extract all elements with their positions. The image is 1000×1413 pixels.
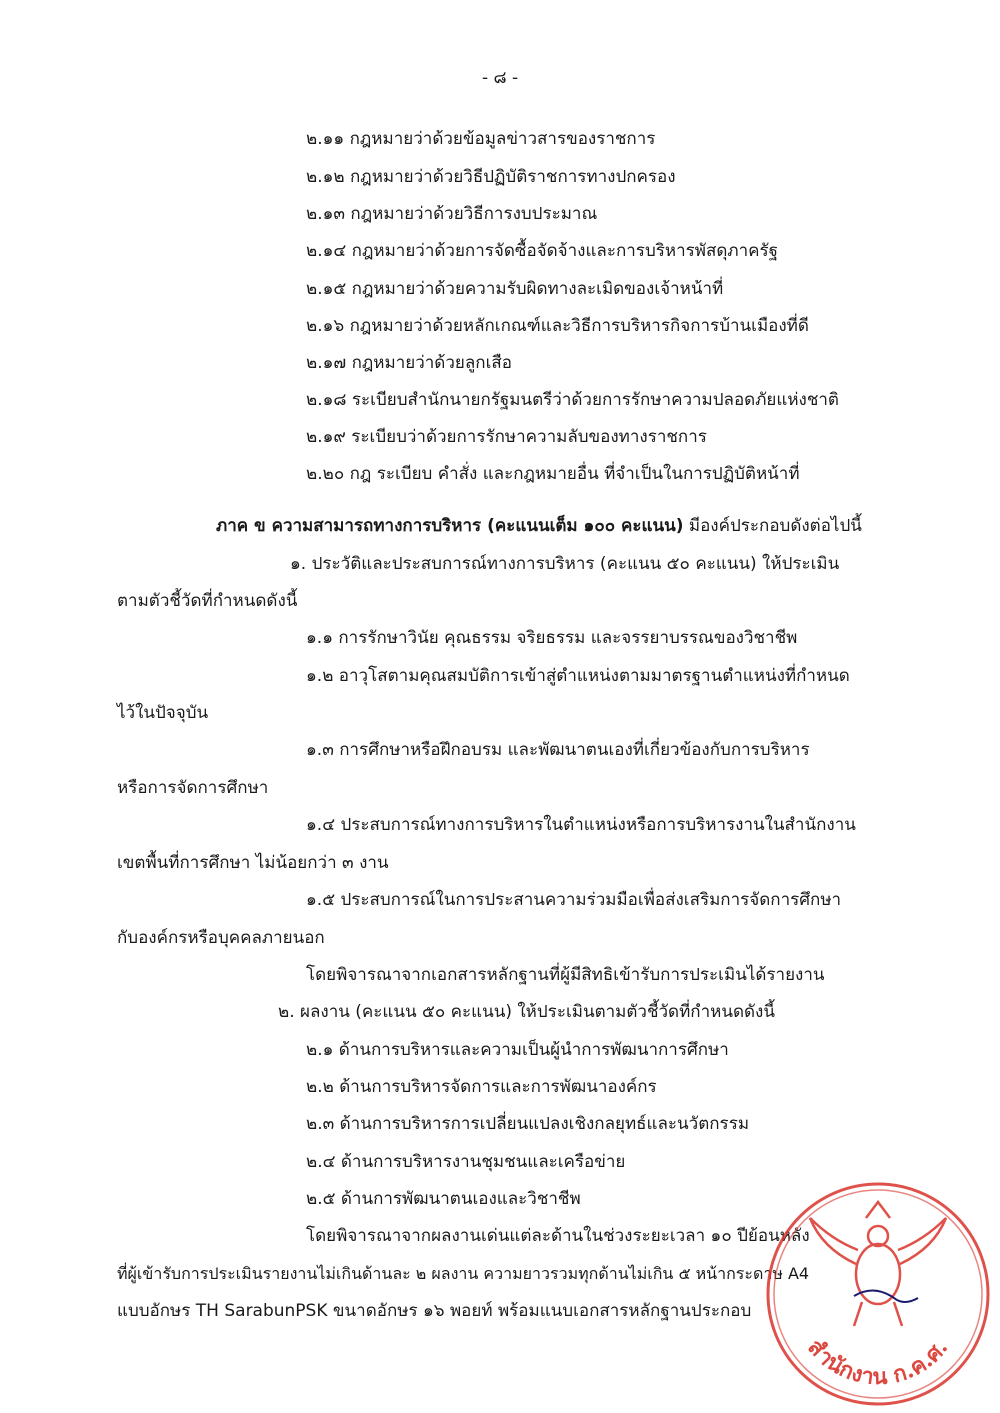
law-item: ๒.๑๖ กฎหมายว่าด้วยหลักเกณฑ์และวิธีการบริหารกิจการบ้านเมืองที่ดี [306, 316, 809, 336]
item-1-2-line-1: ๑.๒ อาวุโสตามคุณสมบัติการเข้าสู่ตำแหน่งตามมาตรฐานตำแหน่งที่กำหนด [306, 666, 850, 686]
criterion-item: ๒.๓ ด้านการบริหารการเปลี่ยนแปลงเชิงกลยุทธ์และนวัตกรรม [306, 1114, 750, 1134]
garuda-emblem-icon [810, 1202, 946, 1326]
part-b-heading-bold: ภาค ข ความสามารถทางการบริหาร (คะแนนเต็ม ๑๐๐ คะแนน) [216, 516, 684, 536]
criterion-item: ๒.๑ ด้านการบริหารและความเป็นผู้นำการพัฒนาการศึกษา [306, 1040, 729, 1060]
part-b-heading-rest: มีองค์ประกอบดังต่อไปนี้ [683, 516, 862, 536]
law-item: ๒.๑๓ กฎหมายว่าด้วยวิธีการงบประมาณ [306, 204, 598, 224]
item-1-3-line-2: หรือการจัดการศึกษา [117, 778, 269, 798]
law-item: ๒.๑๙ ระเบียบว่าด้วยการรักษาความลับของทางราชการ [306, 427, 707, 447]
section-2-note-line-3: แบบอักษร TH SarabunPSK ขนาดอักษร ๑๖ พอยท์ พร้อมแนบเอกสารหลักฐานประกอบ [117, 1301, 752, 1321]
section-1-note: โดยพิจารณาจากเอกสารหลักฐานที่ผู้มีสิทธิเข้ารับการประเมินได้รายงาน [306, 965, 825, 985]
section-1-line-2: ตามตัวชี้วัดที่กำหนดดังนี้ [117, 591, 298, 611]
law-item: ๒.๑๗ กฎหมายว่าด้วยลูกเสือ [306, 353, 512, 373]
law-item: ๒.๒๐ กฎ ระเบียบ คำสั่ง และกฎหมายอื่น ที่จำเป็นในการปฏิบัติหน้าที่ [306, 464, 800, 484]
page-number: - ๘ - [482, 68, 519, 88]
item-1-5-line-2: กับองค์กรหรือบุคคลภายนอก [117, 928, 325, 948]
law-item: ๒.๑๔ กฎหมายว่าด้วยการจัดซื้อจัดจ้างและการบริหารพัสดุภาครัฐ [306, 241, 778, 261]
stamp-text: สำนักงาน ก.ค.ศ. [802, 1334, 954, 1391]
item-1-5-line-1: ๑.๕ ประสบการณ์ในการประสานความร่วมมือเพื่อส่งเสริมการจัดการศึกษา [306, 890, 842, 910]
section-1-line-1: ๑. ประวัติและประสบการณ์ทางการบริหาร (คะแนน ๕๐ คะแนน) ให้ประเมิน [290, 554, 840, 574]
law-item: ๒.๑๕ กฎหมายว่าด้วยความรับผิดทางละเมิดของเจ้าหน้าที่ [306, 279, 724, 299]
section-2-line: ๒. ผลงาน (คะแนน ๕๐ คะแนน) ให้ประเมินตามตัวชี้วัดที่กำหนดดังนี้ [278, 1002, 775, 1022]
item-1-2-line-2: ไว้ในปัจจุบัน [117, 703, 209, 723]
svg-text:สำนักงาน ก.ค.ศ. [802, 1334, 953, 1390]
item-1-4-line-2: เขตพื้นที่การศึกษา ไม่น้อยกว่า ๓ งาน [117, 853, 389, 873]
criterion-item: ๒.๕ ด้านการพัฒนาตนเองและวิชาชีพ [306, 1189, 581, 1209]
item-1-3-line-1: ๑.๓ การศึกษาหรือฝึกอบรม และพัฒนาตนเองที่เกี่ยวข้องกับการบริหาร [306, 740, 810, 760]
criterion-item: ๒.๔ ด้านการบริหารงานชุมชนและเครือข่าย [306, 1152, 626, 1172]
item-1-4-line-1: ๑.๔ ประสบการณ์ทางการบริหารในตำแหน่งหรือการบริหารงานในสำนักงาน [306, 815, 856, 835]
item-1-1: ๑.๑ การรักษาวินัย คุณธรรม จริยธรรม และจรรยาบรรณของวิชาชีพ [306, 628, 798, 648]
law-item: ๒.๑๒ กฎหมายว่าด้วยวิธีปฏิบัติราชการทางปกครอง [306, 167, 676, 187]
section-2-note-line-2: ที่ผู้เข้ารับการประเมินรายงานไม่เกินด้านละ ๒ ผลงาน ความยาวรวมทุกด้านไม่เกิน ๕ หน้ากระดาษ A4 [117, 1264, 810, 1283]
section-2-note-line-1: โดยพิจารณาจากผลงานเด่นแต่ละด้านในช่วงระยะเวลา ๑๐ ปีย้อนหลัง [306, 1226, 810, 1246]
criterion-item: ๒.๒ ด้านการบริหารจัดการและการพัฒนาองค์กร [306, 1077, 657, 1097]
official-stamp [762, 1178, 994, 1410]
law-item: ๒.๑๑ กฎหมายว่าด้วยข้อมูลข่าวสารของราชการ [306, 129, 656, 149]
law-item: ๒.๑๘ ระเบียบสำนักนายกรัฐมนตรีว่าด้วยการรักษาความปลอดภัยแห่งชาติ [306, 390, 839, 410]
part-b-heading [216, 514, 862, 538]
